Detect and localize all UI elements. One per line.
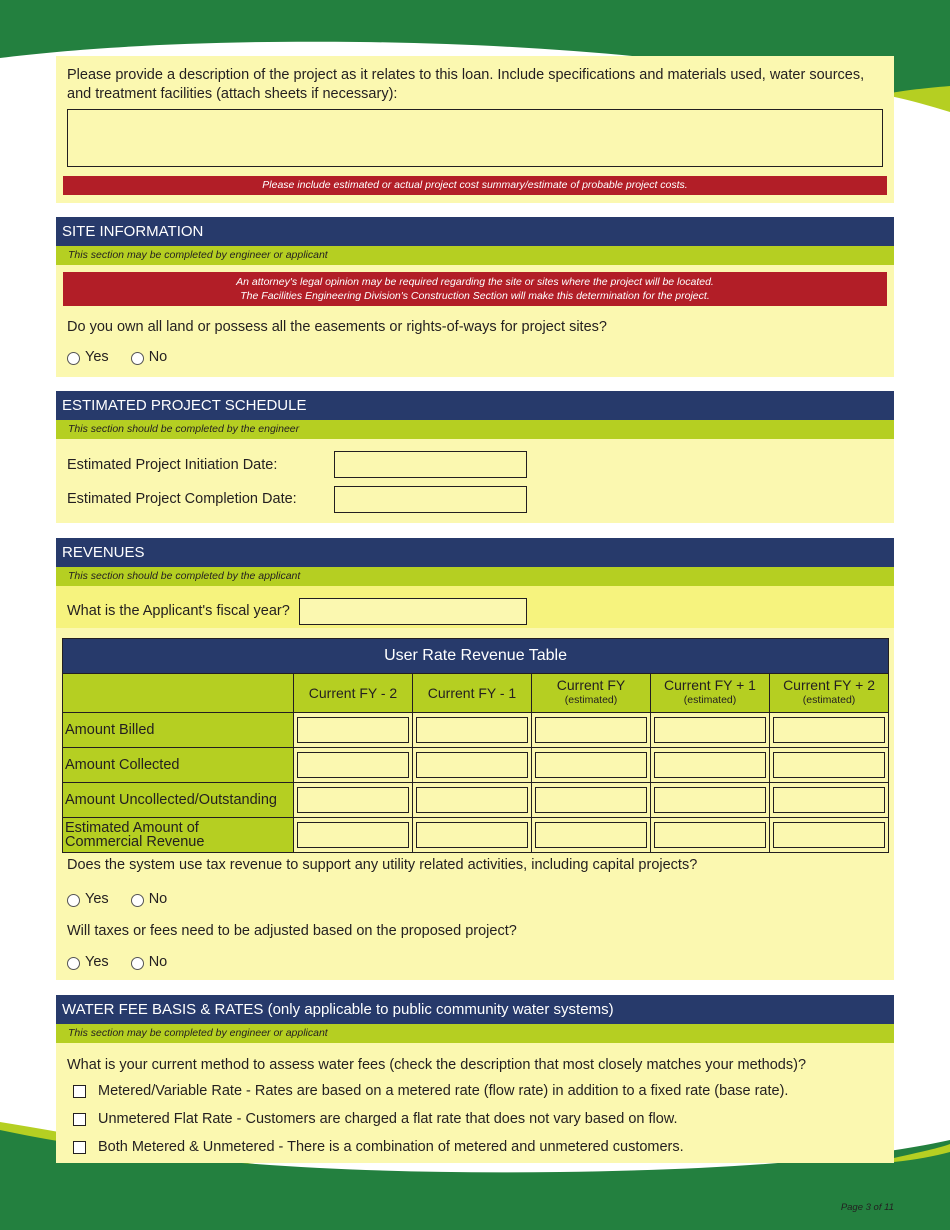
revenue-input[interactable]	[297, 787, 409, 813]
fee-adjust-question: Will taxes or fees need to be adjusted based on the proposed project?	[67, 923, 517, 939]
completion-date-input[interactable]	[334, 486, 527, 513]
land-no-label: No	[148, 349, 168, 365]
column-label: Current FY + 2	[783, 677, 876, 693]
tax-yes-label: Yes	[85, 891, 109, 907]
revenue-input[interactable]	[654, 822, 766, 848]
revenue-input[interactable]	[654, 752, 766, 778]
table-cell	[294, 818, 413, 853]
attorney-note-line1: An attorney's legal opinion may be required regarding the site or sites where the project will be located.	[236, 276, 714, 288]
schedule-panel	[56, 391, 894, 523]
row-label-line1: Amount Uncollected/Outstanding	[65, 792, 277, 808]
checkbox-icon[interactable]	[73, 1141, 86, 1154]
project-description-field[interactable]	[67, 109, 883, 167]
radio-circle-icon[interactable]	[67, 352, 80, 365]
column-header	[770, 674, 889, 713]
row-label-line2: Commercial Revenue	[65, 834, 205, 850]
table-cell	[413, 783, 532, 818]
table-cell	[413, 748, 532, 783]
revenue-input[interactable]	[773, 717, 885, 743]
site-information-subheader: This section may be completed by engineer or applicant	[56, 246, 894, 265]
column-note: (estimated)	[564, 694, 618, 706]
revenue-input[interactable]	[773, 822, 885, 848]
column-label: Current FY	[556, 677, 626, 693]
table-cell	[770, 713, 889, 748]
water-fee-subheader: This section may be completed by engineer or applicant	[56, 1024, 894, 1043]
fiscal-year-label: What is the Applicant's fiscal year?	[67, 603, 290, 619]
revenue-input[interactable]	[297, 717, 409, 743]
column-label: Current FY - 2	[308, 684, 398, 701]
both-metered-option[interactable]	[73, 1138, 684, 1156]
site-information-header: SITE INFORMATION	[56, 217, 894, 246]
land-no-option[interactable]	[131, 348, 168, 366]
table-cell	[413, 818, 532, 853]
table-cell	[532, 818, 651, 853]
tax-no-option[interactable]	[131, 890, 168, 908]
table-cell	[532, 748, 651, 783]
table-cell	[532, 783, 651, 818]
site-information-panel	[56, 217, 894, 377]
flat-rate-label: Unmetered Flat Rate - Customers are charged a flat rate that does not vary based on flow.	[98, 1111, 678, 1127]
adjust-no-option[interactable]	[131, 953, 168, 971]
adjust-yes-label: Yes	[85, 954, 109, 970]
table-cell	[413, 713, 532, 748]
revenue-table-corner	[63, 674, 294, 713]
table-row	[63, 783, 889, 818]
revenue-input[interactable]	[535, 717, 647, 743]
column-header	[532, 674, 651, 713]
revenue-input[interactable]	[416, 822, 528, 848]
attorney-opinion-note	[63, 272, 887, 306]
revenue-input[interactable]	[654, 787, 766, 813]
land-ownership-question: Do you own all land or possess all the easements or rights-of-ways for project sites?	[67, 319, 607, 335]
completion-date-label: Estimated Project Completion Date:	[67, 491, 297, 507]
table-cell	[651, 818, 770, 853]
row-label	[63, 818, 294, 853]
column-label: Current FY + 1	[664, 677, 756, 693]
revenue-input[interactable]	[535, 787, 647, 813]
row-label-line1: Amount Collected	[65, 757, 180, 773]
initiation-date-input[interactable]	[334, 451, 527, 478]
tax-revenue-question: Does the system use tax revenue to support any utility related activities, including capital projects?	[67, 857, 698, 873]
page-number: Page 3 of 11	[840, 1202, 894, 1213]
radio-circle-icon[interactable]	[131, 894, 144, 907]
land-ownership-options	[67, 348, 185, 370]
table-cell	[294, 713, 413, 748]
row-label-line1: Estimated Amount of	[65, 820, 199, 836]
schedule-header: ESTIMATED PROJECT SCHEDULE	[56, 391, 894, 420]
table-cell	[651, 748, 770, 783]
schedule-subheader: This section should be completed by the engineer	[56, 420, 894, 439]
adjust-yes-option[interactable]	[67, 953, 109, 971]
revenue-input[interactable]	[297, 822, 409, 848]
metered-rate-label: Metered/Variable Rate - Rates are based on a metered rate (flow rate) in addition to a fixed rate (base rate).	[98, 1083, 789, 1099]
fiscal-year-input[interactable]	[299, 598, 527, 625]
revenue-input[interactable]	[654, 717, 766, 743]
water-fee-panel	[56, 995, 894, 1163]
checkbox-icon[interactable]	[73, 1113, 86, 1126]
revenue-input[interactable]	[773, 752, 885, 778]
project-cost-note: Please include estimated or actual project cost summary/estimate of probable project costs.	[63, 176, 887, 195]
project-description-panel	[56, 56, 894, 203]
both-metered-label: Both Metered & Unmetered - There is a combination of metered and unmetered customers.	[98, 1139, 684, 1155]
table-cell	[532, 713, 651, 748]
column-note: (estimated)	[802, 694, 856, 706]
table-row	[63, 748, 889, 783]
water-fee-question: What is your current method to assess water fees (check the description that most closely matches your methods)?	[67, 1057, 807, 1073]
land-yes-option[interactable]	[67, 348, 109, 366]
fee-adjust-options	[67, 953, 185, 975]
initiation-date-label: Estimated Project Initiation Date:	[67, 457, 278, 473]
land-yes-label: Yes	[85, 349, 109, 365]
checkbox-icon[interactable]	[73, 1085, 86, 1098]
column-label: Current FY - 1	[427, 684, 517, 701]
table-cell	[770, 748, 889, 783]
row-label	[63, 748, 294, 783]
radio-circle-icon[interactable]	[131, 352, 144, 365]
revenue-input[interactable]	[535, 822, 647, 848]
adjust-no-label: No	[148, 954, 168, 970]
column-note: (estimated)	[683, 694, 737, 706]
revenues-subheader: This section should be completed by the applicant	[56, 567, 894, 586]
table-row	[63, 818, 889, 853]
revenue-table-title: User Rate Revenue Table	[63, 639, 889, 674]
revenue-input[interactable]	[416, 787, 528, 813]
row-label-line1: Amount Billed	[65, 722, 155, 738]
revenue-input[interactable]	[535, 752, 647, 778]
user-rate-revenue-table	[62, 638, 889, 853]
revenue-input[interactable]	[416, 752, 528, 778]
table-cell	[651, 783, 770, 818]
table-row	[63, 713, 889, 748]
radio-circle-icon[interactable]	[67, 894, 80, 907]
table-cell	[770, 818, 889, 853]
column-header	[413, 674, 532, 713]
flat-rate-option[interactable]	[73, 1110, 678, 1128]
table-cell	[770, 783, 889, 818]
tax-revenue-options	[67, 890, 185, 912]
revenue-input[interactable]	[416, 717, 528, 743]
tax-yes-option[interactable]	[67, 890, 109, 908]
table-cell	[294, 748, 413, 783]
revenue-input[interactable]	[773, 787, 885, 813]
table-cell	[651, 713, 770, 748]
radio-circle-icon[interactable]	[67, 957, 80, 970]
table-cell	[294, 783, 413, 818]
column-header	[651, 674, 770, 713]
row-label	[63, 783, 294, 818]
attorney-note-line2: The Facilities Engineering Division's Construction Section will make this determination for the project.	[240, 290, 710, 302]
revenue-input[interactable]	[297, 752, 409, 778]
water-fee-header: WATER FEE BASIS & RATES (only applicable to public community water systems)	[56, 995, 894, 1024]
radio-circle-icon[interactable]	[131, 957, 144, 970]
project-description-prompt: Please provide a description of the project as it relates to this loan. Include specifications and materials used, water sources, and treatment facilities (attach sheets if necessary):	[67, 67, 865, 102]
revenues-header: REVENUES	[56, 538, 894, 567]
metered-rate-option[interactable]	[73, 1082, 788, 1100]
tax-no-label: No	[148, 891, 168, 907]
column-header	[294, 674, 413, 713]
row-label	[63, 713, 294, 748]
